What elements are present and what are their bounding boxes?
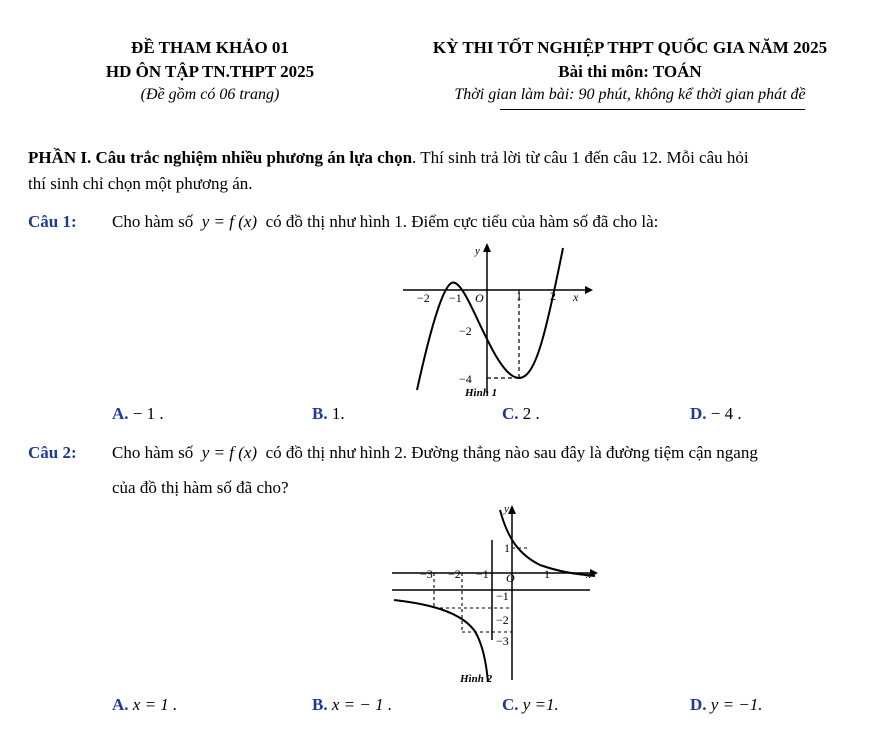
fig1-x-label: x (573, 290, 579, 304)
fig1-x-arrow (585, 286, 593, 294)
q2-option-c[interactable]: C. y =1. (502, 695, 559, 714)
exam-code: ĐỀ THAM KHẢO 01 (131, 38, 289, 57)
figure-1-graph (395, 238, 595, 400)
q2-function: y = f (x) (201, 443, 258, 462)
q2-option-b[interactable]: B. x = − 1 . (312, 695, 393, 714)
q1-option-b[interactable]: B. 1. (312, 404, 345, 423)
fig2-origin: O (506, 571, 515, 585)
fig2-y-label: y (504, 503, 509, 515)
fig2-tick-x-neg1: −1 (476, 567, 489, 581)
header-underline (500, 109, 805, 110)
page-count-note: (Đề gồm có 06 trang) (140, 86, 280, 103)
fig2-tick-y-neg2: −2 (496, 613, 509, 627)
fig2-tick-x-1: 1 (544, 567, 550, 581)
fig1-tick-x-2: 2 (550, 289, 556, 303)
section-instructions-2: thí sinh chỉ chọn một phương án. (28, 174, 253, 193)
fig1-tick-y-neg4: −4 (459, 372, 472, 386)
exam-title: KỲ THI TỐT NGHIỆP THPT QUỐC GIA NĂM 2025 (432, 38, 828, 57)
fig1-curve (417, 248, 563, 390)
subject-line: Bài thi môn: TOÁN (558, 62, 702, 81)
section-heading (28, 148, 749, 168)
fig1-tick-x-1: 1 (516, 289, 522, 303)
q1-option-c[interactable]: C. 2 . (502, 404, 540, 423)
fig2-tick-x-neg2: −2 (448, 567, 461, 581)
q2-stem-line2: của đồ thị hàm số đã cho? (112, 478, 289, 497)
q1-stem: Cho hàm số y = f (x) có đồ thị như hình 1. Điểm cực tiểu của hàm số đã cho là: (112, 212, 659, 231)
fig1-origin: O (475, 291, 484, 305)
fig2-caption: Hình 2 (460, 673, 493, 685)
fig1-caption: Hình 1 (465, 387, 498, 399)
review-label: HD ÔN TẬP TN.THPT 2025 (105, 62, 315, 81)
q2-stem: Cho hàm số y = f (x) có đồ thị như hình 2. Đường thẳng nào sau đây là đường tiệm cận ngang (112, 443, 758, 462)
fig1-y-label: y (475, 245, 480, 257)
fig1-tick-y-neg2: −2 (459, 324, 472, 338)
fig1-tick-x-neg1: −1 (449, 291, 462, 305)
time-limit: Thời gian làm bài: 90 phút, không kể thời gian phát đề (454, 86, 806, 103)
q1-option-a[interactable]: A. − 1 . (112, 404, 164, 423)
q1-function: y = f (x) (201, 212, 258, 231)
q1-option-d[interactable]: D. − 4 . (690, 404, 742, 423)
fig2-tick-x-neg3: −3 (420, 567, 433, 581)
fig2-left-branch (394, 600, 488, 682)
fig2-x-label: x (586, 569, 591, 581)
section-title: PHẦN I. Câu trắc nghiệm nhiều phương án lựa chọn (28, 148, 413, 167)
section-instructions: . Thí sinh trả lời từ câu 1 đến câu 12. Mỗi câu hỏi (412, 148, 749, 167)
fig2-tick-y-neg1: −1 (496, 589, 509, 603)
fig2-tick-y-neg3: −3 (496, 634, 509, 648)
q2-option-d[interactable]: D. y = −1. (690, 695, 763, 714)
fig1-tick-x-neg2: −2 (417, 291, 430, 305)
fig2-y-arrow (508, 505, 516, 514)
q2-option-a[interactable]: A. x = 1 . (112, 695, 178, 714)
q1-label: Câu 1: (28, 212, 77, 231)
fig2-tick-y-1: 1 (504, 541, 510, 555)
figure-2-graph (390, 500, 605, 690)
fig1-y-arrow (483, 243, 491, 252)
q2-label: Câu 2: (28, 443, 77, 462)
